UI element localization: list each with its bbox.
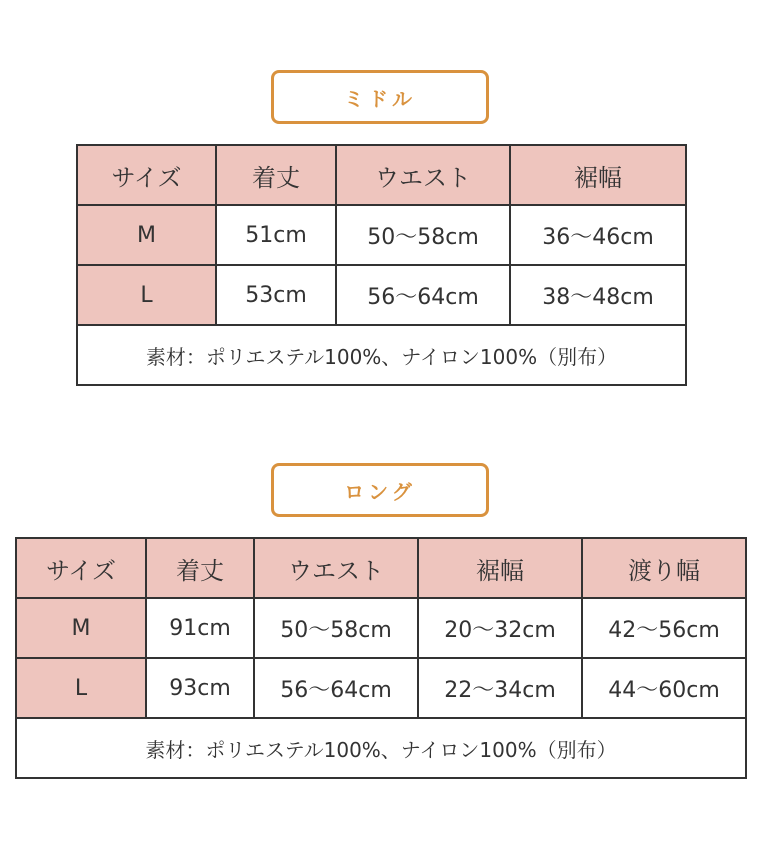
header-hem-width: 裾幅	[510, 145, 686, 205]
header-thigh-width: 渡り幅	[582, 538, 746, 598]
header-waist: ウエスト	[254, 538, 418, 598]
header-size: サイズ	[77, 145, 216, 205]
cell-waist: 56〜64cm	[254, 658, 418, 718]
material-row	[77, 325, 686, 385]
cell-length: 93cm	[146, 658, 254, 718]
cell-length: 53cm	[216, 265, 336, 325]
section-label-text: ミドル	[344, 86, 416, 111]
cell-hem-width: 36〜46cm	[510, 205, 686, 265]
table-row	[16, 598, 746, 658]
cell-hem-width: 38〜48cm	[510, 265, 686, 325]
table-row	[77, 265, 686, 325]
cell-waist: 56〜64cm	[336, 265, 510, 325]
cell-thigh-width: 44〜60cm	[582, 658, 746, 718]
cell-hem-width: 20〜32cm	[418, 598, 582, 658]
header-hem-width: 裾幅	[418, 538, 582, 598]
table-header-row	[16, 538, 746, 598]
row-size-label: M	[77, 205, 216, 265]
row-size-label: L	[77, 265, 216, 325]
section-label-long	[271, 463, 489, 517]
section-label-text: ロング	[344, 479, 416, 504]
header-waist: ウエスト	[336, 145, 510, 205]
row-size-label: L	[16, 658, 146, 718]
table-row	[16, 658, 746, 718]
cell-waist: 50〜58cm	[336, 205, 510, 265]
size-table-long	[15, 537, 747, 779]
cell-length: 51cm	[216, 205, 336, 265]
cell-hem-width: 22〜34cm	[418, 658, 582, 718]
material-note: 素材：ポリエステル100%、ナイロン100%（別布）	[16, 718, 746, 778]
cell-thigh-width: 42〜56cm	[582, 598, 746, 658]
table-row	[77, 205, 686, 265]
cell-waist: 50〜58cm	[254, 598, 418, 658]
cell-length: 91cm	[146, 598, 254, 658]
material-note: 素材：ポリエステル100%、ナイロン100%（別布）	[77, 325, 686, 385]
header-length: 着丈	[216, 145, 336, 205]
section-label-middle	[271, 70, 489, 124]
size-table-middle	[76, 144, 687, 386]
row-size-label: M	[16, 598, 146, 658]
table-header-row	[77, 145, 686, 205]
header-length: 着丈	[146, 538, 254, 598]
material-row	[16, 718, 746, 778]
header-size: サイズ	[16, 538, 146, 598]
